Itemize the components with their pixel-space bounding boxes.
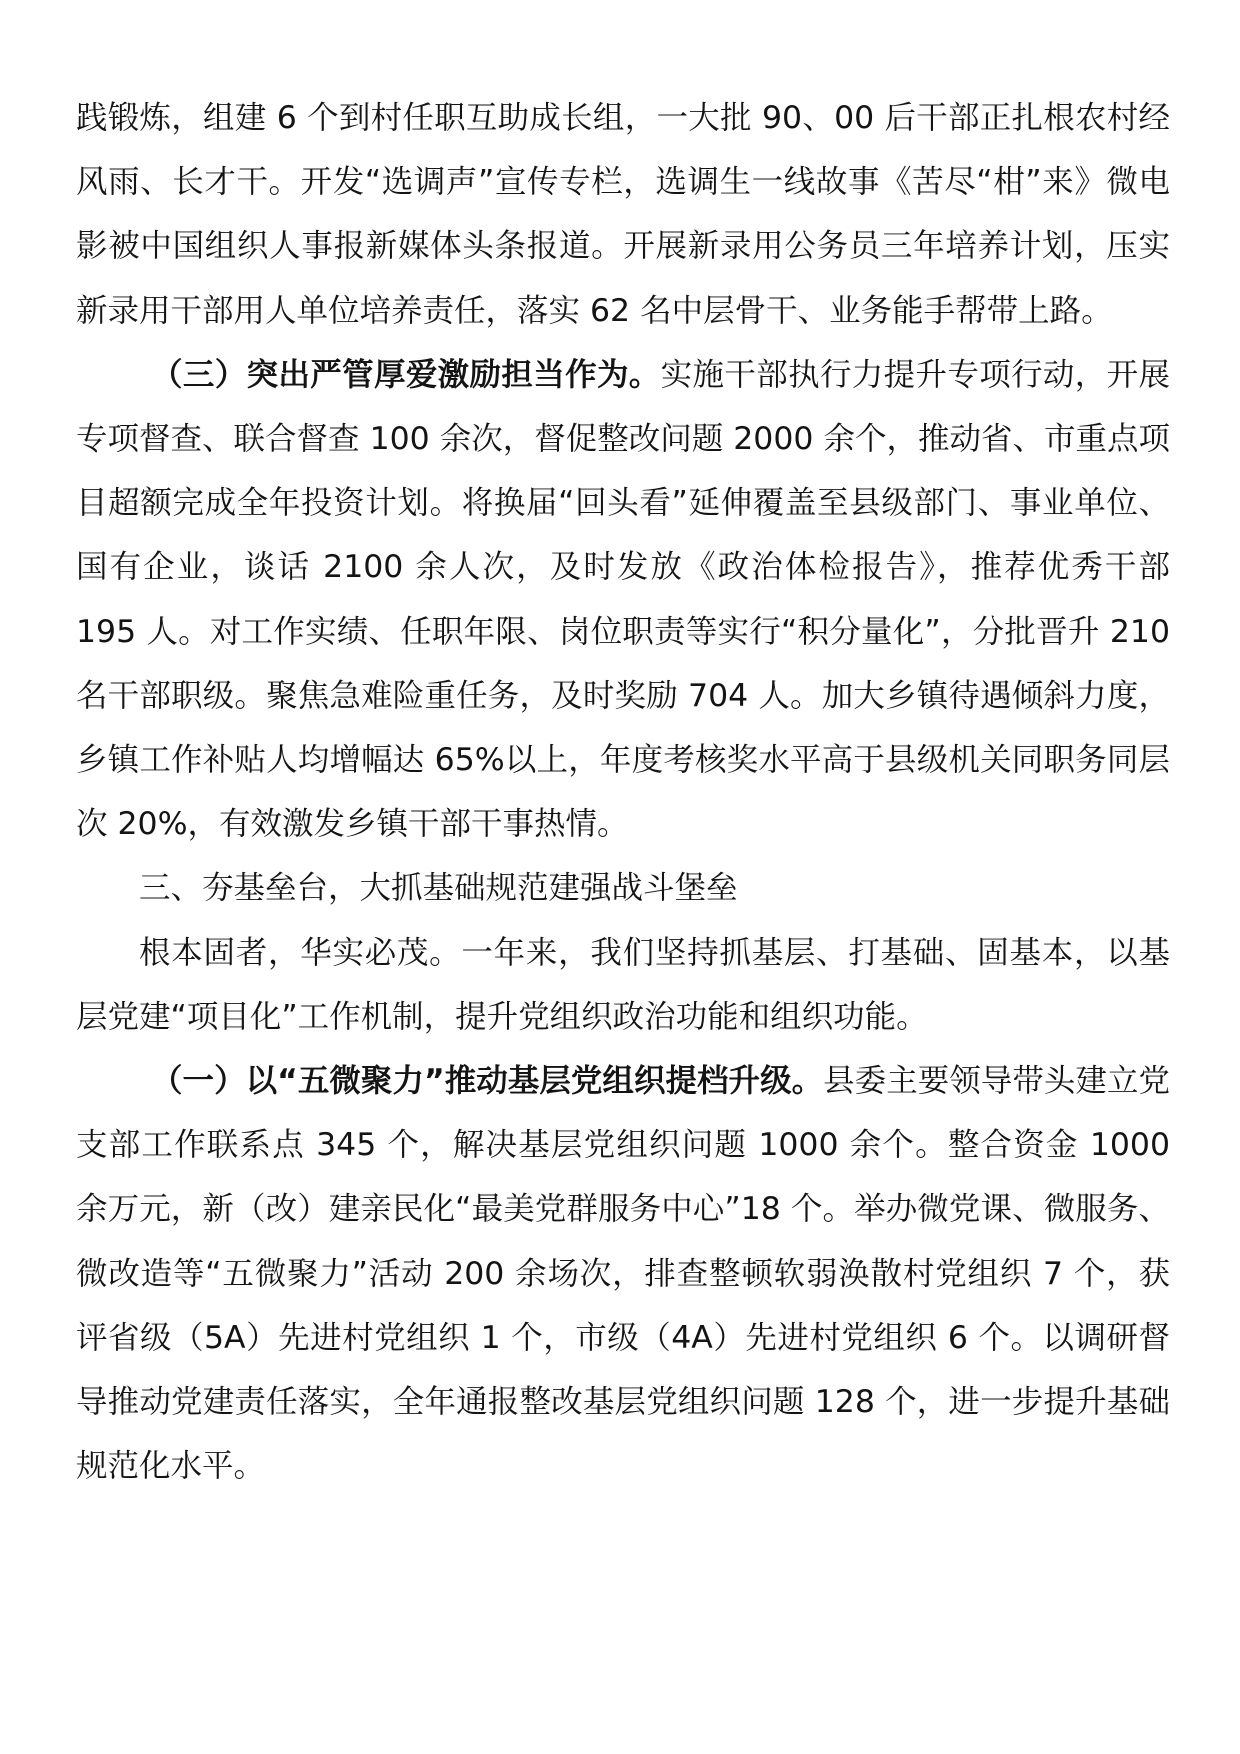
continued-paragraph: 践锻炼，组建 6 个到村任职互助成长组，一大批 90、00 后干部正扎根农村经风雨、长才干。开发“选调声”宣传专栏，选调生一线故事《苦尽“柑”来》微电影被中国组织人事报新媒体头条报道。开展新录用公务员三年培养计划，压实新录用干部用人单位培养责任，落实 62 名中层骨干、业务能手帮带上路。 <box>76 100 1170 329</box>
section-2-3-lead: （三）突出严管厚爱激励担当作为。 <box>151 356 661 393</box>
section-2-3-body: 实施干部执行力提升专项行动，开展专项督查、联合督查 100 余次，督促整改问题 2000 余个，推动省、市重点项目超额完成全年投资计划。将换届“回头看”延伸覆盖至县级部门、事业单位、国有企业，谈话 2100 余人次，及时发放《政治体检报告》，推荐优秀干部 195 人。对工作实绩、任职年限、岗位职责等实行“积分量化”，分批晋升 210 名干部职级。聚焦急难险重任务，及时奖励 704 人。加大乡镇待遇倾斜力度，乡镇工作补贴人均增幅达 65%以上，年度考核奖水平高于县级机关同职务同层次 20%，有效激发乡镇干部干事热情。 <box>76 356 1170 843</box>
document-body <box>76 86 1170 1498</box>
section-3-heading: 三、夯基垒台，大抓基础规范建强战斗堡垒 <box>139 870 738 907</box>
section-3-1-lead: （一）以“五微聚力”推动基层党组织提档升级。 <box>151 1063 824 1100</box>
paragraph-section-2-3 <box>76 343 1170 857</box>
paragraph-section-3-1 <box>76 1049 1170 1498</box>
section-3-intro: 根本固者，华实必茂。一年来，我们坚持抓基层、打基础、固基本，以基层党建“项目化”工作机制，提升党组织政治功能和组织功能。 <box>76 934 1170 1035</box>
section-3-1-body: 县委主要领导带头建立党支部工作联系点 345 个，解决基层党组织问题 1000 余个。整合资金 1000 余万元，新（改）建亲民化“最美党群服务中心”18 个。举办微党课、微服务、微改造等“五微聚力”活动 200 余场次，排查整顿软弱涣散村党组织 7 个，获评省级（5A）先进村党组织 1 个，市级（4A）先进村党组织 6 个。以调研督导推动党建责任落实，全年通报整改基层党组织问题 128 个，进一步提升基础规范化水平。 <box>76 1063 1170 1485</box>
